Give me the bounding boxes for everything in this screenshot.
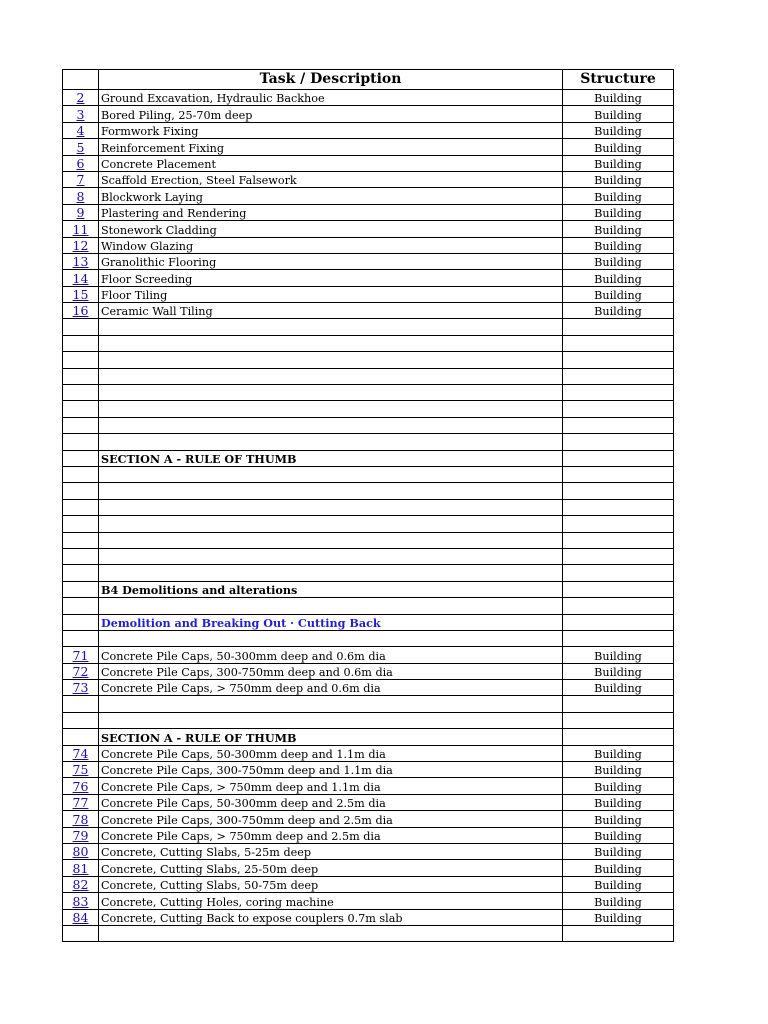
row-number-cell bbox=[63, 401, 99, 417]
table-row bbox=[63, 385, 674, 401]
table-row bbox=[63, 811, 674, 827]
table-row bbox=[63, 827, 674, 843]
row-number-link[interactable]: 8 bbox=[76, 188, 85, 204]
task-description-cell: Concrete Pile Caps, 300-750mm deep and 1.1m dia bbox=[99, 762, 563, 778]
table-row bbox=[63, 794, 674, 810]
task-description-cell: Concrete, Cutting Slabs, 25-50m deep bbox=[99, 860, 563, 876]
structure-cell bbox=[563, 319, 674, 335]
row-number-cell bbox=[63, 598, 99, 614]
row-number-link[interactable]: 11 bbox=[72, 221, 89, 237]
table-row bbox=[63, 712, 674, 728]
table-row bbox=[63, 696, 674, 712]
task-description-cell: Scaffold Erection, Steel Falsework bbox=[99, 171, 563, 187]
task-description-cell bbox=[99, 630, 563, 646]
row-number-link[interactable]: 80 bbox=[72, 844, 89, 860]
task-description-cell: Ceramic Wall Tiling bbox=[99, 303, 563, 319]
structure-cell bbox=[563, 450, 674, 466]
table-row bbox=[63, 548, 674, 564]
row-number-cell bbox=[63, 811, 99, 827]
structure-cell bbox=[563, 401, 674, 417]
structure-cell: Building bbox=[563, 139, 674, 155]
row-number-link[interactable]: 13 bbox=[72, 254, 89, 270]
task-description-cell: Concrete Pile Caps, > 750mm deep and 2.5m dia bbox=[99, 827, 563, 843]
row-number-link[interactable]: 73 bbox=[72, 680, 89, 696]
row-number-cell bbox=[63, 90, 99, 106]
table-row bbox=[63, 417, 674, 433]
row-number-cell bbox=[63, 581, 99, 597]
table-row bbox=[63, 663, 674, 679]
task-description-cell: Concrete Pile Caps, 300-750mm deep and 2.5m dia bbox=[99, 811, 563, 827]
row-number-link[interactable]: 77 bbox=[72, 795, 89, 811]
table-row bbox=[63, 843, 674, 859]
table-row bbox=[63, 630, 674, 646]
table-row bbox=[63, 335, 674, 351]
structure-cell bbox=[563, 565, 674, 581]
table-row bbox=[63, 909, 674, 925]
row-number-link[interactable]: 7 bbox=[76, 172, 85, 188]
task-description-cell bbox=[99, 696, 563, 712]
structure-cell: Building bbox=[563, 762, 674, 778]
task-description-cell bbox=[99, 925, 563, 941]
task-description-cell bbox=[99, 499, 563, 515]
table-row bbox=[63, 188, 674, 204]
task-description-cell: Concrete Pile Caps, 50-300mm deep and 0.6m dia bbox=[99, 647, 563, 663]
header-number bbox=[63, 70, 99, 90]
task-description-cell bbox=[99, 401, 563, 417]
task-description-cell: Ground Excavation, Hydraulic Backhoe bbox=[99, 90, 563, 106]
subsection-heading: Demolition and Breaking Out · Cutting Back bbox=[99, 614, 563, 630]
task-description-cell bbox=[99, 352, 563, 368]
table-row bbox=[63, 778, 674, 794]
row-number-cell bbox=[63, 368, 99, 384]
row-number-cell bbox=[63, 270, 99, 286]
row-number-link[interactable]: 84 bbox=[72, 909, 89, 925]
table-row bbox=[63, 106, 674, 122]
structure-cell: Building bbox=[563, 286, 674, 302]
row-number-link[interactable]: 9 bbox=[76, 205, 85, 221]
row-number-cell bbox=[63, 565, 99, 581]
row-number-cell bbox=[63, 630, 99, 646]
section-heading: B4 Demolitions and alterations bbox=[99, 581, 563, 597]
structure-cell: Building bbox=[563, 811, 674, 827]
row-number-cell bbox=[63, 778, 99, 794]
table-row bbox=[63, 745, 674, 761]
table-row bbox=[63, 466, 674, 482]
row-number-cell bbox=[63, 925, 99, 941]
row-number-cell bbox=[63, 663, 99, 679]
table-row bbox=[63, 876, 674, 892]
task-description-cell: Concrete, Cutting Holes, coring machine bbox=[99, 893, 563, 909]
table-row bbox=[63, 483, 674, 499]
structure-cell: Building bbox=[563, 171, 674, 187]
row-number-link[interactable]: 6 bbox=[76, 155, 85, 171]
row-number-cell bbox=[63, 483, 99, 499]
table-row bbox=[63, 893, 674, 909]
row-number-cell bbox=[63, 827, 99, 843]
row-number-cell bbox=[63, 893, 99, 909]
row-number-cell bbox=[63, 548, 99, 564]
row-number-cell bbox=[63, 204, 99, 220]
row-number-cell bbox=[63, 614, 99, 630]
structure-cell bbox=[563, 630, 674, 646]
row-number-link[interactable]: 72 bbox=[72, 664, 89, 680]
task-description-cell bbox=[99, 335, 563, 351]
header-structure: Structure bbox=[563, 70, 674, 90]
row-number-link[interactable]: 14 bbox=[72, 270, 89, 286]
structure-cell: Building bbox=[563, 794, 674, 810]
row-number-cell bbox=[63, 434, 99, 450]
table-row bbox=[63, 368, 674, 384]
structure-cell: Building bbox=[563, 647, 674, 663]
row-number-cell bbox=[63, 417, 99, 433]
structure-cell bbox=[563, 499, 674, 515]
table-row bbox=[63, 532, 674, 548]
task-description-cell bbox=[99, 565, 563, 581]
section-heading: SECTION A - RULE OF THUMB bbox=[99, 450, 563, 466]
row-number-link[interactable]: 83 bbox=[72, 893, 89, 909]
structure-cell bbox=[563, 385, 674, 401]
row-number-link[interactable]: 76 bbox=[72, 778, 89, 794]
task-description-cell bbox=[99, 516, 563, 532]
row-number-cell bbox=[63, 385, 99, 401]
table-row bbox=[63, 680, 674, 696]
table-row bbox=[63, 122, 674, 138]
row-number-cell bbox=[63, 860, 99, 876]
row-number-link[interactable]: 4 bbox=[76, 123, 85, 139]
row-number-cell bbox=[63, 106, 99, 122]
structure-cell: Building bbox=[563, 155, 674, 171]
table-row bbox=[63, 303, 674, 319]
row-number-cell bbox=[63, 303, 99, 319]
table-row bbox=[63, 614, 674, 630]
structure-cell bbox=[563, 417, 674, 433]
task-description-cell: Blockwork Laying bbox=[99, 188, 563, 204]
row-number-link[interactable]: 3 bbox=[76, 106, 85, 122]
row-number-cell bbox=[63, 745, 99, 761]
task-description-cell: Formwork Fixing bbox=[99, 122, 563, 138]
row-number-cell bbox=[63, 335, 99, 351]
task-table-body bbox=[63, 90, 674, 942]
structure-cell bbox=[563, 712, 674, 728]
row-number-cell bbox=[63, 762, 99, 778]
structure-cell bbox=[563, 483, 674, 499]
task-description-cell bbox=[99, 385, 563, 401]
row-number-cell bbox=[63, 286, 99, 302]
structure-cell bbox=[563, 335, 674, 351]
task-description-cell bbox=[99, 548, 563, 564]
task-description-cell: Concrete, Cutting Slabs, 5-25m deep bbox=[99, 843, 563, 859]
task-description-cell: Concrete Pile Caps, 50-300mm deep and 2.5m dia bbox=[99, 794, 563, 810]
task-description-cell bbox=[99, 434, 563, 450]
table-row bbox=[63, 762, 674, 778]
row-number-cell bbox=[63, 794, 99, 810]
structure-cell bbox=[563, 581, 674, 597]
row-number-link[interactable]: 2 bbox=[76, 90, 85, 106]
table-row bbox=[63, 204, 674, 220]
row-number-link[interactable]: 81 bbox=[72, 860, 89, 876]
structure-cell bbox=[563, 516, 674, 532]
row-number-cell bbox=[63, 647, 99, 663]
row-number-link[interactable]: 71 bbox=[72, 647, 89, 663]
task-description-cell: Stonework Cladding bbox=[99, 221, 563, 237]
structure-cell bbox=[563, 368, 674, 384]
structure-cell: Building bbox=[563, 221, 674, 237]
task-description-cell: Reinforcement Fixing bbox=[99, 139, 563, 155]
table-row bbox=[63, 860, 674, 876]
row-number-cell bbox=[63, 712, 99, 728]
table-row bbox=[63, 90, 674, 106]
table-row bbox=[63, 401, 674, 417]
row-number-cell bbox=[63, 532, 99, 548]
structure-cell: Building bbox=[563, 893, 674, 909]
structure-cell bbox=[563, 434, 674, 450]
row-number-cell bbox=[63, 450, 99, 466]
task-description-cell: Concrete Pile Caps, 300-750mm deep and 0.6m dia bbox=[99, 663, 563, 679]
task-description-cell: Concrete Pile Caps, > 750mm deep and 0.6m dia bbox=[99, 680, 563, 696]
structure-cell: Building bbox=[563, 253, 674, 269]
table-row bbox=[63, 155, 674, 171]
structure-cell bbox=[563, 466, 674, 482]
task-description-cell: Concrete, Cutting Back to expose couplers 0.7m slab bbox=[99, 909, 563, 925]
task-description-cell bbox=[99, 417, 563, 433]
table-row bbox=[63, 237, 674, 253]
row-number-cell bbox=[63, 516, 99, 532]
table-row bbox=[63, 925, 674, 941]
row-number-cell bbox=[63, 188, 99, 204]
structure-cell: Building bbox=[563, 843, 674, 859]
table-row bbox=[63, 565, 674, 581]
structure-cell: Building bbox=[563, 188, 674, 204]
row-number-cell bbox=[63, 680, 99, 696]
table-row bbox=[63, 286, 674, 302]
task-table bbox=[62, 69, 674, 942]
row-number-cell bbox=[63, 466, 99, 482]
table-row bbox=[63, 270, 674, 286]
row-number-cell bbox=[63, 876, 99, 892]
row-number-link[interactable]: 12 bbox=[72, 237, 89, 253]
table-row bbox=[63, 647, 674, 663]
structure-cell: Building bbox=[563, 237, 674, 253]
table-row bbox=[63, 221, 674, 237]
structure-cell: Building bbox=[563, 90, 674, 106]
row-number-cell bbox=[63, 499, 99, 515]
row-number-link[interactable]: 75 bbox=[72, 762, 89, 778]
table-row bbox=[63, 450, 674, 466]
task-description-cell bbox=[99, 598, 563, 614]
structure-cell: Building bbox=[563, 745, 674, 761]
structure-cell: Building bbox=[563, 860, 674, 876]
row-number-cell bbox=[63, 221, 99, 237]
task-description-cell bbox=[99, 466, 563, 482]
task-description-cell: Granolithic Flooring bbox=[99, 253, 563, 269]
task-description-cell: Concrete Pile Caps, > 750mm deep and 1.1m dia bbox=[99, 778, 563, 794]
row-number-cell bbox=[63, 729, 99, 745]
table-row bbox=[63, 434, 674, 450]
table-row bbox=[63, 139, 674, 155]
structure-cell: Building bbox=[563, 876, 674, 892]
structure-cell bbox=[563, 548, 674, 564]
row-number-cell bbox=[63, 253, 99, 269]
row-number-link[interactable]: 82 bbox=[72, 877, 89, 893]
table-row bbox=[63, 253, 674, 269]
row-number-link[interactable]: 5 bbox=[76, 139, 85, 155]
row-number-cell bbox=[63, 155, 99, 171]
table-row bbox=[63, 729, 674, 745]
row-number-link[interactable]: 74 bbox=[72, 746, 89, 762]
structure-cell bbox=[563, 532, 674, 548]
row-number-link[interactable]: 79 bbox=[72, 827, 89, 843]
structure-cell bbox=[563, 729, 674, 745]
task-description-cell: Concrete, Cutting Slabs, 50-75m deep bbox=[99, 876, 563, 892]
structure-cell: Building bbox=[563, 778, 674, 794]
structure-cell bbox=[563, 352, 674, 368]
table-row bbox=[63, 598, 674, 614]
structure-cell: Building bbox=[563, 122, 674, 138]
row-number-link[interactable]: 78 bbox=[72, 811, 89, 827]
section-heading: SECTION A - RULE OF THUMB bbox=[99, 729, 563, 745]
header-task-description: Task / Description bbox=[99, 70, 563, 90]
row-number-cell bbox=[63, 352, 99, 368]
table-row bbox=[63, 319, 674, 335]
task-description-cell: Bored Piling, 25-70m deep bbox=[99, 106, 563, 122]
structure-cell bbox=[563, 598, 674, 614]
task-description-cell bbox=[99, 319, 563, 335]
structure-cell: Building bbox=[563, 204, 674, 220]
structure-cell: Building bbox=[563, 303, 674, 319]
structure-cell: Building bbox=[563, 827, 674, 843]
row-number-link[interactable]: 15 bbox=[72, 287, 89, 303]
table-row bbox=[63, 516, 674, 532]
row-number-cell bbox=[63, 909, 99, 925]
header-row bbox=[63, 70, 674, 90]
task-description-cell: Floor Tiling bbox=[99, 286, 563, 302]
table-row bbox=[63, 352, 674, 368]
row-number-cell bbox=[63, 237, 99, 253]
structure-cell bbox=[563, 614, 674, 630]
structure-cell bbox=[563, 925, 674, 941]
task-description-cell: Concrete Placement bbox=[99, 155, 563, 171]
row-number-cell bbox=[63, 122, 99, 138]
structure-cell: Building bbox=[563, 680, 674, 696]
task-description-cell bbox=[99, 368, 563, 384]
task-description-cell: Plastering and Rendering bbox=[99, 204, 563, 220]
table-row bbox=[63, 171, 674, 187]
table-row bbox=[63, 581, 674, 597]
structure-cell: Building bbox=[563, 106, 674, 122]
structure-cell: Building bbox=[563, 909, 674, 925]
task-description-cell bbox=[99, 712, 563, 728]
structure-cell: Building bbox=[563, 663, 674, 679]
row-number-cell bbox=[63, 171, 99, 187]
row-number-cell bbox=[63, 139, 99, 155]
task-description-cell bbox=[99, 483, 563, 499]
row-number-cell bbox=[63, 843, 99, 859]
structure-cell: Building bbox=[563, 270, 674, 286]
task-description-cell: Concrete Pile Caps, 50-300mm deep and 1.1m dia bbox=[99, 745, 563, 761]
row-number-link[interactable]: 16 bbox=[72, 303, 89, 319]
task-description-cell: Floor Screeding bbox=[99, 270, 563, 286]
task-description-cell bbox=[99, 532, 563, 548]
table-row bbox=[63, 499, 674, 515]
task-description-cell: Window Glazing bbox=[99, 237, 563, 253]
structure-cell bbox=[563, 696, 674, 712]
row-number-cell bbox=[63, 319, 99, 335]
row-number-cell bbox=[63, 696, 99, 712]
